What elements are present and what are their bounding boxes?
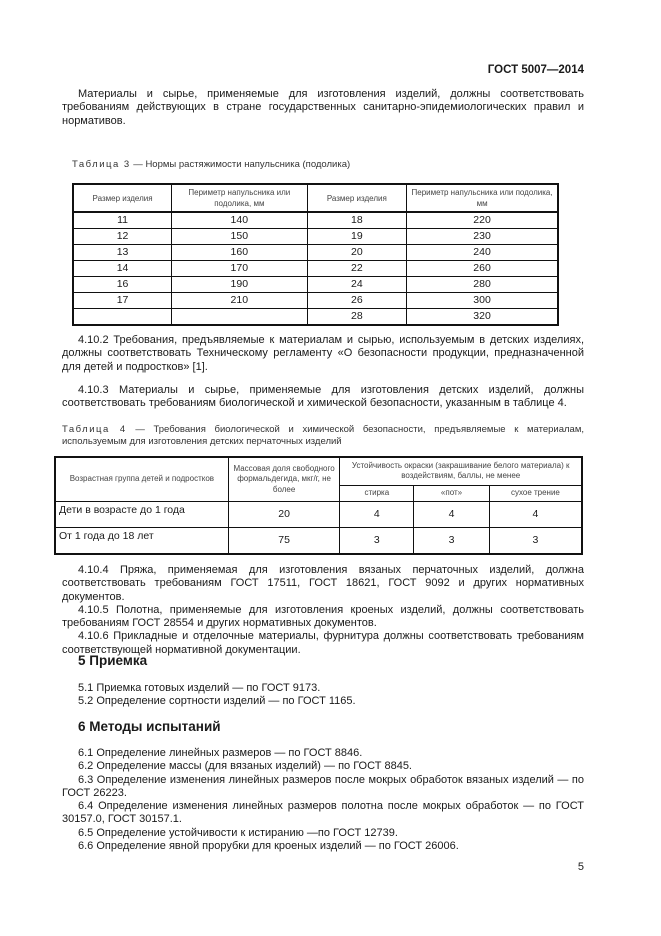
intro-paragraph bbox=[62, 88, 584, 128]
table-cell: 3 bbox=[340, 527, 414, 554]
table-cell: 280 bbox=[407, 277, 558, 293]
header-age-group: Возрастная группа детей и подростков bbox=[55, 457, 228, 501]
table-cell bbox=[172, 309, 307, 326]
table-cell: 4 bbox=[340, 501, 414, 527]
table-cell: 210 bbox=[172, 293, 307, 309]
table4-caption-prefix: Таблица 4 bbox=[62, 424, 127, 435]
table-cell: 12 bbox=[73, 229, 172, 245]
table-cell: 20 bbox=[228, 501, 340, 527]
item-6-2: 6.2 Определение массы (для вязаных изделий) — по ГОСТ 8845. bbox=[78, 760, 412, 773]
table-cell: 22 bbox=[307, 261, 407, 277]
header-color-fastness: Устойчивость окраски (закрашивание белого материала) к воздействиям, баллы, не менее bbox=[340, 457, 582, 485]
table3-header-row bbox=[73, 184, 558, 212]
section-6-items bbox=[62, 747, 584, 853]
table-row bbox=[55, 527, 582, 554]
table-cell: 230 bbox=[407, 229, 558, 245]
item-5-2: 5.2 Определение сортности изделий — по ГОСТ 1165. bbox=[78, 695, 356, 708]
table3-caption-prefix: Таблица 3 bbox=[72, 159, 131, 170]
item-6-6: 6.6 Определение явной прорубки для кроеных изделий — по ГОСТ 26006. bbox=[78, 840, 459, 853]
table3-caption bbox=[72, 159, 350, 171]
table-cell: 20 bbox=[307, 245, 407, 261]
item-6-3: 6.3 Определение изменения линейных размеров после мокрых обработок вязаных изделий — по ГОСТ 26223. bbox=[62, 773, 584, 799]
table-cell: 220 bbox=[407, 212, 558, 229]
table-cell: 14 bbox=[73, 261, 172, 277]
table-row bbox=[55, 501, 582, 527]
table-cell: 3 bbox=[414, 527, 490, 554]
table-cell: 3 bbox=[489, 527, 582, 554]
table-row bbox=[73, 309, 558, 326]
table-cell: 19 bbox=[307, 229, 407, 245]
table-row bbox=[73, 261, 558, 277]
paragraph-4-10-3 bbox=[62, 384, 584, 411]
table-row bbox=[73, 277, 558, 293]
section-5-items bbox=[62, 682, 584, 709]
table-cell: Дети в возрасте до 1 года bbox=[55, 501, 228, 527]
header-formaldehyde: Массовая доля свободного формальдегида, мкг/г, не более bbox=[228, 457, 340, 501]
section-6-heading: 6 Методы испытаний bbox=[78, 719, 221, 734]
table-cell: 300 bbox=[407, 293, 558, 309]
table-cell: 18 bbox=[307, 212, 407, 229]
table3-header-cell: Периметр напульсника или подолика, мм bbox=[407, 184, 558, 212]
table4-caption bbox=[62, 424, 584, 447]
table-row bbox=[73, 212, 558, 229]
header-dry-rubbing: сухое трение bbox=[489, 485, 582, 501]
table-cell: От 1 года до 18 лет bbox=[55, 527, 228, 554]
table-row bbox=[73, 229, 558, 245]
table-cell: 170 bbox=[172, 261, 307, 277]
table-cell: 24 bbox=[307, 277, 407, 293]
paragraph-text: 4.10.3 Материалы и сырье, применяемые для изготовления детских изделий, должны соответствовать требованиям биологической и химической безопасности, указанным в таблице 4. bbox=[62, 384, 584, 410]
table3-caption-text: — Нормы растяжимости напульсника (подолика) bbox=[130, 159, 351, 170]
table3-header-cell: Размер изделия bbox=[73, 184, 172, 212]
table-cell: 4 bbox=[489, 501, 582, 527]
table3-header-cell: Периметр напульсника или подолика, мм bbox=[172, 184, 307, 212]
table-cell: 160 bbox=[172, 245, 307, 261]
paragraph-4-10-5: 4.10.5 Полотна, применяемые для изготовления кроеных изделий, должны соответствовать требованиям ГОСТ 28554 и других нормативных документов. bbox=[62, 603, 584, 630]
intro-text: Материалы и сырье, применяемые для изготовления изделий, должны соответствовать требованиям действующих в стране государственных санитарно-эпидемиологических правил и нормативов. bbox=[62, 88, 584, 127]
table-cell: 240 bbox=[407, 245, 558, 261]
header-sweat: «пот» bbox=[414, 485, 490, 501]
table-cell: 190 bbox=[172, 277, 307, 293]
table-cell: 320 bbox=[407, 309, 558, 326]
item-6-4: 6.4 Определение изменения линейных размеров полотна после мокрых обработок — по ГОСТ 30157.0, ГОСТ 30157.1. bbox=[62, 800, 584, 826]
table-cell: 75 bbox=[228, 527, 340, 554]
table-cell: 16 bbox=[73, 277, 172, 293]
table-3 bbox=[72, 183, 559, 326]
table-cell: 140 bbox=[172, 212, 307, 229]
table4-caption-text: — Требования биологической и химической безопасности, предъявляемые к материалам, используемым для изготовления детских перчаточных изделий bbox=[62, 424, 585, 447]
item-6-1: 6.1 Определение линейных размеров — по ГОСТ 8846. bbox=[78, 747, 363, 759]
table-cell: 260 bbox=[407, 261, 558, 277]
table-cell: 11 bbox=[73, 212, 172, 229]
paragraph-4-10-2 bbox=[62, 334, 584, 374]
table-row bbox=[73, 293, 558, 309]
table-cell: 26 bbox=[307, 293, 407, 309]
paragraph-4-10-6: 4.10.6 Прикладные и отделочные материалы, фурнитура должны соответствовать требованиям соответствующей нормативной документации. bbox=[62, 630, 584, 656]
table-4 bbox=[54, 456, 583, 555]
paragraph-text: 4.10.2 Требования, предъявляемые к материалам и сырью, используемым в детских изделиях, должны соответствовать Техническому регламенту «О безопасности продукции, предназначенной для детей и подростков» [1]. bbox=[62, 334, 584, 373]
table-cell: 4 bbox=[414, 501, 490, 527]
document-id: ГОСТ 5007—2014 bbox=[487, 64, 584, 76]
item-6-5: 6.5 Определение устойчивости к истиранию —по ГОСТ 12739. bbox=[78, 826, 398, 839]
table-row bbox=[73, 245, 558, 261]
table-cell: 17 bbox=[73, 293, 172, 309]
table-cell bbox=[73, 309, 172, 326]
item-5-1: 5.1 Приемка готовых изделий — по ГОСТ 9173. bbox=[78, 682, 321, 694]
paragraph-4-10-4: 4.10.4 Пряжа, применяемая для изготовления вязаных перчаточных изделий, должна соответствовать требованиям ГОСТ 17511, ГОСТ 18621, ГОСТ 9092 и других нормативных документов. bbox=[62, 564, 584, 603]
table-cell: 28 bbox=[307, 309, 407, 326]
header-washing: стирка bbox=[340, 485, 414, 501]
paragraphs-4-10-4-to-6 bbox=[62, 564, 584, 657]
table-cell: 13 bbox=[73, 245, 172, 261]
table3-header-cell: Размер изделия bbox=[307, 184, 407, 212]
table-cell: 150 bbox=[172, 229, 307, 245]
section-5-heading: 5 Приемка bbox=[78, 653, 148, 668]
page-number: 5 bbox=[577, 861, 584, 873]
